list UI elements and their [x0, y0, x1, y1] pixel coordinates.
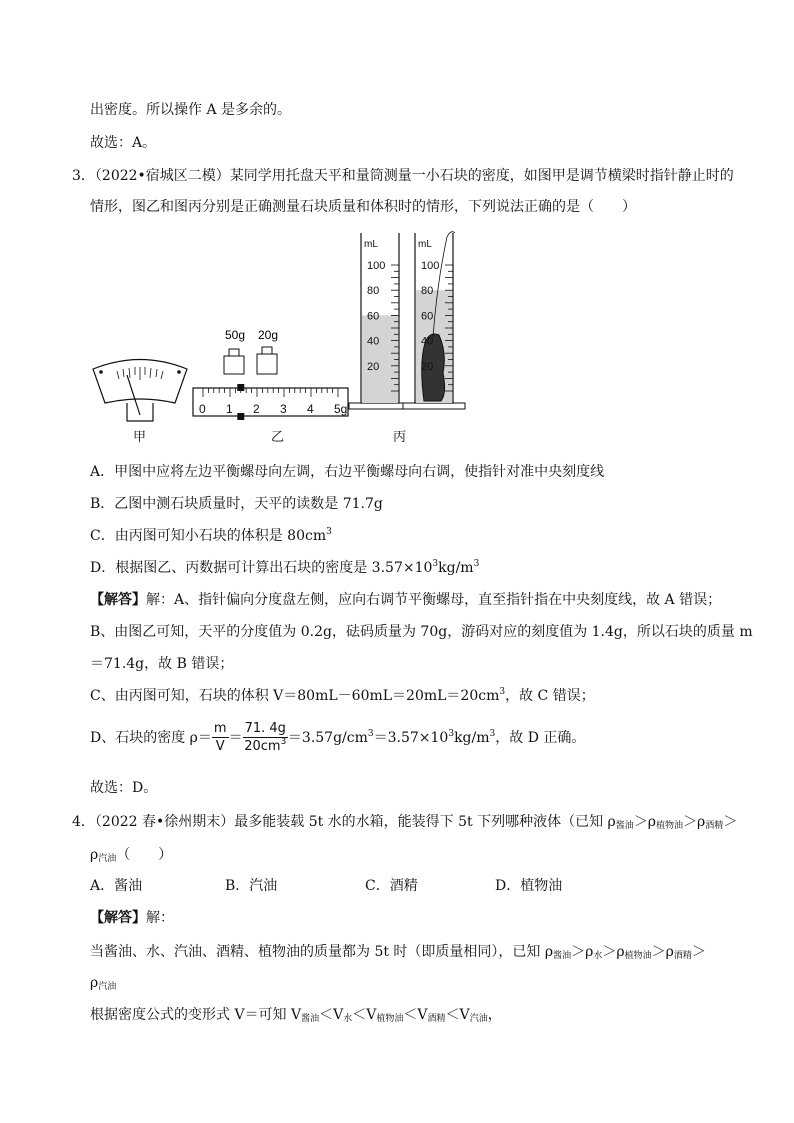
q3-option-d: D．根据图乙、丙数据可计算出石块的密度是 $3.57\times 10^3kg/m^3$: [90, 559, 480, 576]
q4-option-a: A．酱油: [90, 878, 143, 894]
q3-solution-b2: ＝71.4g，故 B 错误；: [90, 656, 234, 672]
q3-answer: 故选：D。: [90, 780, 158, 796]
fraction-m-over-v: $\frac{m}{V}$: [213, 720, 227, 754]
cylinder-tick-label: 80: [367, 285, 380, 298]
cylinder-tick-label: 20: [421, 360, 434, 373]
q3-stem-line1: 3．（2022•宿城区二模）某同学用托盘天平和量筒测量一小石块的密度，如图甲是调节横梁时指针静止时的: [72, 168, 734, 184]
q3-solution-a: 【解答】解：A、指针偏向分度盘左侧，应向右调节平衡螺母，直至指针指在中央刻度线，故 A 错误；: [90, 592, 722, 608]
q4-option-d: D．植物油: [495, 878, 563, 894]
q4-solution-head: 【解答】解：: [90, 910, 174, 926]
cylinder-right: [403, 232, 465, 409]
q3-option-b: B．乙图中测石块质量时，天平的读数是 71.7g: [90, 496, 383, 512]
q3-solution-b1: B、由图乙可知，天平的分度值为 0.2g，砝码质量为 70g，游码对应的刻度值为 1.4g，所以石块的质量 m: [90, 624, 753, 640]
cylinder-unit: mL: [418, 239, 432, 250]
cylinder-tick-label: 100: [367, 260, 386, 272]
q3-solution-d: D、石块的密度 ρ＝ $\frac{m}{V}$ ＝ $\frac{71. 4g}{20cm^3}$ $=3.57g/cm^3=3.57\times 10^3kg/m^3$，故 D 正确。: [90, 720, 586, 754]
ruler-tick-label: 2: [253, 402, 260, 416]
q4-option-b: B．汽油: [225, 878, 278, 894]
ruler-tick-label: 5g: [334, 402, 348, 416]
cylinder-tick-label: 40: [421, 335, 434, 348]
q4-stem-line1: 4．（2022 春•徐州期末）最多能装载 5t 水的水箱，能装得下 5t 下列哪种液体（已知 $\rho_{酱油}>\rho_{植物油}>\rho_{酒精}>$: [72, 814, 738, 831]
intro-line: 出密度。所以操作 A 是多余的。: [90, 102, 292, 118]
q4-solution-line1: 当酱油、水、汽油、酒精、植物油的质量都为 5t 时（即质量相同），已知 $\rho_{酱油}>\rho_水>\rho_{植物油}>\rho_{酒精}>$: [90, 944, 706, 961]
svg-text:20g: 20g: [258, 328, 279, 342]
q3-option-c: C．由丙图可知小石块的体积是 $80cm^3$: [90, 527, 332, 544]
fraction-mass-over-volume: $\frac{71. 4g}{20cm^3}$: [244, 720, 287, 754]
rider: [237, 384, 244, 391]
balance-pointer-dial: [93, 360, 187, 422]
cylinder-tick-label: 60: [367, 310, 380, 323]
ruler-tick-label: 3: [280, 402, 287, 416]
q3-stem-line2: 情形，图乙和图丙分别是正确测量石块质量和体积时的情形，下列说法正确的是（ ）: [90, 199, 636, 215]
cylinder-tick-label: 20: [367, 360, 380, 373]
weight-50g: [224, 328, 245, 374]
svg-text:50g: 50g: [225, 328, 246, 342]
q4-option-c: C．酒精: [365, 878, 418, 894]
cylinder-tick-label: 60: [421, 310, 434, 323]
cylinder-tick-label: 100: [421, 260, 440, 272]
q3-option-a: A．甲图中应将左边平衡螺母向左调，右边平衡螺母向右调，使指针对准中央刻度线: [90, 464, 605, 480]
cylinder-tick-label: 40: [367, 335, 380, 348]
q4-solution-line3: 根据密度公式的变形式 V＝可知 $V_{酱油}<V_水<V_{植物油}<V_{酒精}<V_{汽油}$，: [90, 1007, 502, 1024]
label-jia: 甲: [133, 429, 147, 444]
q4-stem-line2: $\rho_{汽油}$（ ）: [90, 847, 173, 864]
ruler-tick-label: 0: [199, 402, 206, 416]
solution-tag: 【解答】: [90, 592, 146, 608]
cylinder-left: [349, 233, 411, 409]
intro-answer: 故选：A。: [90, 135, 157, 151]
cylinder-tick-label: 80: [421, 285, 434, 298]
label-bing: 丙: [393, 429, 407, 444]
q3-solution-c: C、由丙图可知，石块的体积 $V=80mL-60mL=20mL=20cm^3$，故 C 错误；: [90, 687, 595, 704]
q3-figure: [85, 225, 440, 450]
weight-20g: [257, 328, 278, 374]
beam-ruler: [193, 384, 348, 420]
ruler-tick-label: 1: [226, 402, 233, 416]
q4-solution-line2: $\rho_{汽油}$: [90, 975, 117, 992]
ruler-tick-label: 4: [307, 402, 314, 416]
label-yi: 乙: [271, 429, 285, 444]
cylinder-unit: mL: [364, 239, 378, 250]
